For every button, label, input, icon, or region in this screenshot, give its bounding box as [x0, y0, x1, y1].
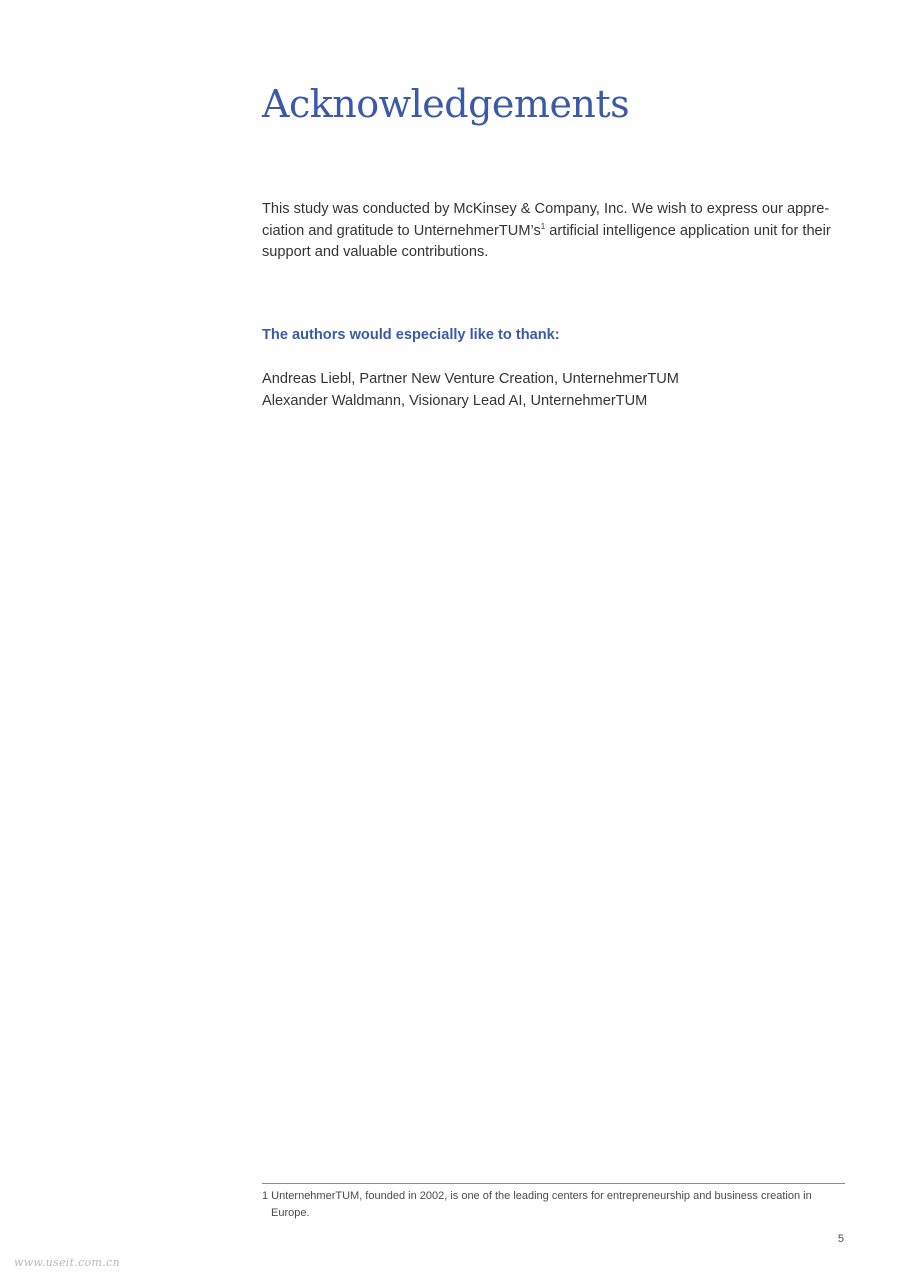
page-title: Acknowledgements [262, 82, 630, 126]
intro-paragraph [262, 199, 834, 264]
thanks-list [262, 369, 679, 412]
thanks-item: Andreas Liebl, Partner New Venture Creation, UnternehmerTUM [262, 371, 679, 387]
footnote-marker[interactable]: 1 [540, 221, 546, 231]
footnote-divider [262, 1183, 845, 1184]
footnote: 1 UnternehmerTUM, founded in 2002, is one of the leading centers for entrepreneurship and business creation in Europe. [262, 1190, 812, 1219]
thanks-heading: The authors would especially like to thank: [262, 327, 560, 343]
thanks-item: Alexander Waldmann, Visionary Lead AI, UnternehmerTUM [262, 392, 648, 409]
watermark: www.useit.com.cn [14, 1256, 120, 1269]
page-number: 5 [837, 1233, 844, 1245]
intro-text: This study was conducted by McKinsey & Company, Inc. We wish to express our appreciation and gratitude to UnternehmerTUM’s [262, 201, 830, 239]
intro-text-continued: artificial intelligence application unit for their support and valuable contributions. [262, 222, 831, 260]
